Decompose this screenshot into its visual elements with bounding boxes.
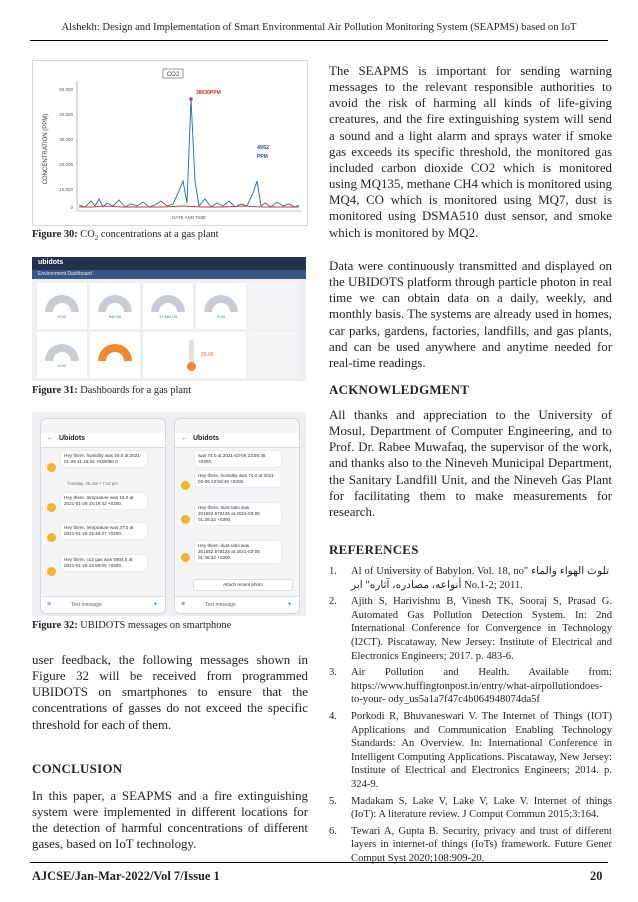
peak-marker: [189, 97, 193, 101]
reference-number: 5.: [329, 795, 337, 807]
co2-chart-svg: [33, 61, 307, 225]
phone-right: [174, 418, 300, 614]
avatar: [47, 463, 56, 472]
figure-30-caption: [32, 229, 312, 242]
reference-text: Ajith S, Harivishnu B, Vinesh TK, Sooraj S, Prasad G. Automated Gas Pollution Detection System. In: 2nd International Conference for Convergence in Technology (I2CT). Piscataway, New Jersey: Institute of Electrical and Electronics Engineers; 2017. p. 483-6.: [351, 596, 612, 662]
dashboard-section: Environment Dashboard: [38, 271, 92, 277]
figure-30-chart: [32, 60, 308, 226]
dashboard-brand: ubidots: [38, 259, 64, 266]
right-para-2: Data were continuously transmitted and displayed on the UBIDOTS platform through particle photon in real time we can obtain data on a daily, weekly, and monthly basis. The systems are already used in homes, car parks, gardens, factories, landfills, and gas plants, and can be used anywhere and anytime needed for real-time readings.: [329, 259, 612, 370]
reference-item: [329, 710, 612, 792]
sms-bubble: Hey there, temprature was 16.0 at 2021-01-26 15:19:42 +0300.: [61, 493, 147, 509]
y-tick: 10,000: [59, 187, 73, 192]
add-icon: ⊕: [47, 601, 52, 607]
phone-left: [40, 418, 166, 614]
gauge-value: 0.00: [58, 314, 66, 319]
text-message-input: Text message: [205, 602, 236, 608]
reference-item: [329, 666, 612, 707]
empty-card: [249, 332, 299, 378]
phone-left-input-row: [41, 596, 165, 613]
chart-y-axis-label: CONCENTRATION (PPM): [43, 113, 49, 185]
gauge-card: [37, 332, 87, 378]
figure-31-caption-text: Dashboards for a gas plant: [77, 385, 192, 396]
gauge-card-orange: [90, 332, 140, 378]
sms-bubble: Hey there, humidity was 74.0 at 2021-03-06 23:59:45 +0300.: [195, 471, 281, 487]
avatar: [181, 515, 190, 524]
gauge-card: [37, 283, 87, 329]
conclusion-heading: CONCLUSION: [32, 762, 123, 776]
mic-icon: ●: [287, 601, 291, 607]
sms-bubble: Hey there, dust-ratio was 201552.578125 at 2021-03-05 01:38:32 +0300.: [195, 503, 281, 525]
reference-number: 6.: [329, 825, 337, 837]
back-arrow-icon: ←: [181, 435, 188, 442]
thermo-value: 25.00: [201, 352, 214, 358]
phone-left-title: Ubidots: [59, 435, 86, 442]
avatar: [47, 567, 56, 576]
sms-bubble: Hey there, humidity was 40.0 at 2021-01-26 11:16:33 +030060.0: [61, 451, 147, 467]
reference-text: Tewari A, Gupta B. Security, privacy and trust of different layers in internet-of things (IoTs) framework. Future Gener Comput Syst 2020;108:909-20.: [351, 825, 612, 864]
avatar: [181, 553, 190, 562]
figure-30-caption-sub: 2: [94, 234, 99, 243]
empty-card: [249, 283, 299, 329]
figure-30-caption-pre: CO: [77, 229, 95, 240]
y-tick: 30,000: [59, 137, 73, 142]
figure-32-caption: [32, 620, 312, 631]
dashboard-topbar: [32, 257, 306, 270]
figure-31-caption: [32, 385, 312, 396]
co2-threshold-line: [79, 206, 299, 207]
add-icon: ⊕: [181, 601, 186, 607]
reference-number: 1.: [329, 566, 337, 577]
reference-list: [329, 565, 612, 868]
gauge-value: 0.00: [217, 314, 225, 319]
sms-bubble: Hey there, co2 gas was 2904.0 at 2021-01-26 15:59:06 +0300.: [61, 555, 147, 571]
date-separator: Tuesday, 26 Jan • 7:19 pm: [67, 481, 118, 486]
reference-item: [329, 825, 612, 866]
footer-rule: [30, 862, 608, 863]
ack-para: All thanks and appreciation to the University of Mosul, Department of Computer Engineering, and to Prof. Dr. Rabee Muwafaq, the supervisor of the work, and thanks also to the Nineveh Municipal Department, the Sanitary Landfill Unit, and the Nineveh Gas Plant for facilitating them to make measurements for research.: [329, 408, 612, 519]
references-heading: REFERENCES: [329, 543, 419, 557]
gauge-card: [90, 283, 140, 329]
avatar: [181, 481, 190, 490]
phone-right-title: Ubidots: [193, 435, 220, 442]
gauge-value: 0.00: [58, 363, 66, 368]
y-tick: 0: [70, 205, 73, 210]
reference-number: 2.: [329, 596, 337, 608]
conclusion-para: In this paper, a SEAPMS and a fire extinguishing system were implemented in different locations for the detection of harmful concentrations of different gases, based on IoT technology.: [32, 789, 308, 852]
avatar: [47, 533, 56, 542]
figure-30-label: Figure 30:: [32, 229, 78, 240]
figure-31-label: Figure 31:: [32, 385, 78, 396]
running-header: Alshekh: Design and Implementation of Smart Environmental Air Pollution Monitoring System (SEAPMS) based on IoT: [61, 22, 577, 33]
back-arrow-icon: ←: [47, 435, 54, 442]
sms-bubble: was 74.0 at 2021-03-06 23:59:45 +0300.: [195, 451, 281, 467]
phone-right-input-row: [175, 596, 299, 613]
thermometer-bulb: [187, 362, 196, 371]
figure-32-caption-text: UBIDOTS messages on smartphone: [77, 620, 232, 631]
avatar: [47, 503, 56, 512]
co2-series-line: [79, 99, 299, 207]
figure-32-phones: [32, 412, 306, 616]
reference-text: Madakam S, Lake V, Lake V, Lake V. Internet of things (IoT): A literature review. J Comput Commun 2015;3:164.: [351, 795, 612, 821]
left-para: user feedback, the following messages shown in Figure 32 will be received from programmed UBIDOTS on smartphones to ensure that the concentrations of gasses do not exceed the specific threshold for each of them.: [32, 653, 308, 732]
text-message-input: Text message: [71, 602, 102, 608]
annotation-value: 4952: [257, 145, 270, 151]
reference-text: Al of University of Babylon. Vol. 18, no‏ تلوث الهواء والماء ‏"‏ أنواعه، مصادره، آثاره‏" ابر‏ No.1-2; 2011.: [351, 566, 612, 591]
gauge-value: 17,684.00: [159, 314, 177, 319]
attach-photo-chip: Attach recent photo: [193, 579, 293, 591]
figure-31-dashboard: [32, 257, 306, 381]
phone-right-appbar: [175, 433, 299, 448]
header-rule: [30, 40, 608, 41]
sms-bubble: Hey there, temprature was 37.0 at 2021-01-26 15:46:27 +0300.: [61, 523, 147, 539]
ack-heading: ACKNOWLEDGMENT: [329, 383, 470, 397]
page-number: 20: [590, 869, 603, 883]
thermometer-card: [143, 332, 246, 378]
annotation-unit: PPM: [257, 154, 268, 160]
reference-number: 4.: [329, 710, 337, 722]
reference-item: [329, 565, 612, 592]
reference-item: [329, 795, 612, 822]
mic-icon: ●: [153, 601, 157, 607]
y-tick: 20,000: [59, 162, 73, 167]
figure-32-label: Figure 32:: [32, 620, 78, 631]
chart-x-axis-label: DATE AND TIME: [171, 215, 207, 220]
reference-item: [329, 595, 612, 663]
sms-bubble: Hey there, dust-ratio was 201552.578125 at 2021-03-05 01:38:32 +0300.: [195, 541, 281, 563]
reference-number: 3.: [329, 667, 337, 679]
figure-30-caption-post: concentrations at a gas plant: [98, 229, 219, 240]
dashboard-subbar: [32, 270, 306, 279]
gauge-card: [143, 283, 193, 329]
y-tick: 50,000: [59, 87, 73, 92]
reference-text: Porkodi R, Bhuvaneswari V. The Internet of Things (IOT) Applications and Communication Enabling Technology Standards: An Overview. In: International Conference in Intelligent Computing Applications. Piscataway, New Jersey: Institute of Electrical and Electronics Engineers; 2014. p. 324-9.: [351, 710, 612, 790]
phone-left-appbar: [41, 433, 165, 448]
right-para-1: The SEAPMS is important for sending warning messages to the relevant responsible authorities to avoid the risk of harming all kinds of life-giving creatures, and the fire extinguishing system will send a sound and a light alarm and sprays water if smoke gas exceeds its specific threshold, the monitored gas included carbon dioxide CO2 which is monitored using MQ135, methane CH4 which is monitored using MQ4, CO which is monitored using MQ7, dust is monitored using DSMA510 dust sensor, and smoke which is monitored by MQ2.: [329, 64, 612, 240]
chart-legend-label: CO2: [166, 72, 180, 78]
y-tick: 40,000: [59, 112, 73, 117]
reference-text: Air Pollution and Health. Available from: https://www.huffingtonpost.in/entry/what-airpollutiondoes-to-your- ody_us5a1a7f47c4b064948074da5f: [351, 667, 612, 706]
gauge-card: [196, 283, 246, 329]
gauge-value: 940.00: [108, 314, 122, 319]
footer-journal: AJCSE/Jan-Mar-2022/Vol 7/Issue 1: [32, 869, 220, 883]
peak-annotation: 38030PPM: [196, 90, 221, 96]
